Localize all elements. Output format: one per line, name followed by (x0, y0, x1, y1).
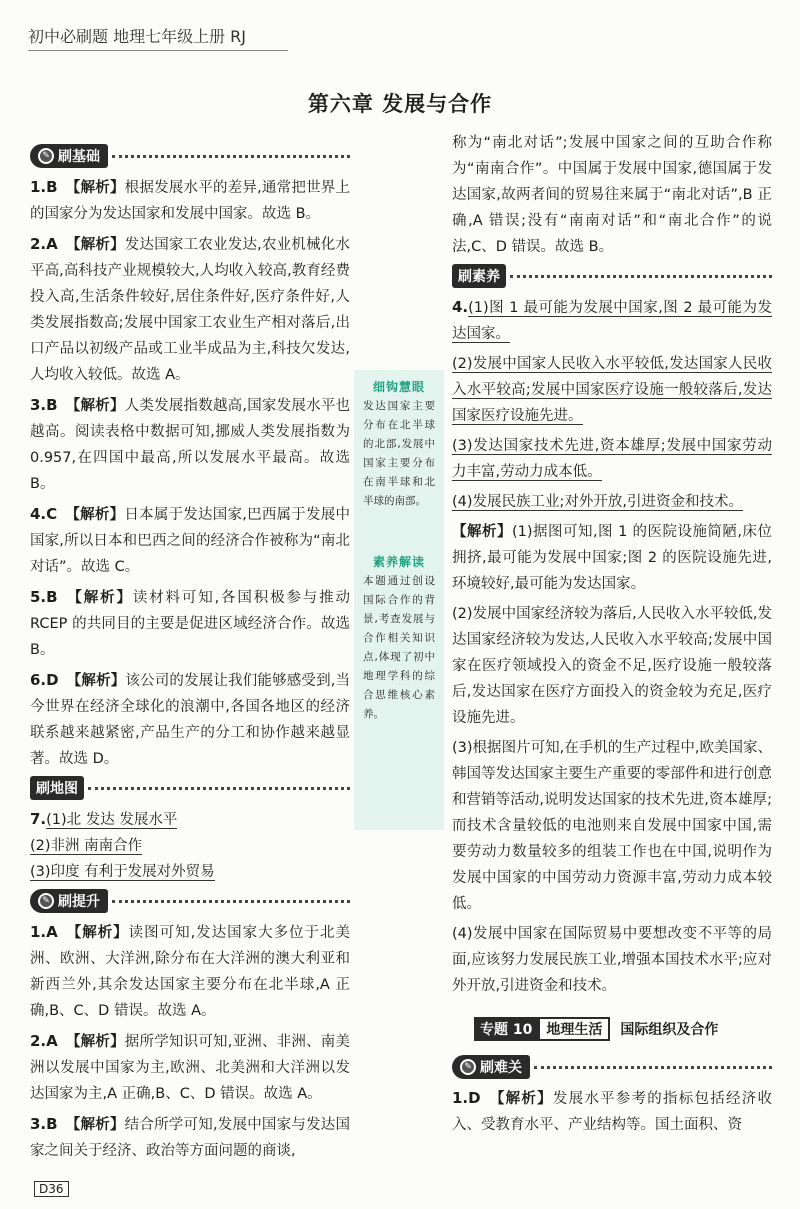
sidebar-title: 素养解读 (372, 555, 425, 569)
sidebar-text: 本题通过创设国际合作的背景,考查发展与合作相关知识点,体现了初中地理学科的综合思维核心素养。 (363, 575, 435, 720)
running-header: 初中必刷题 地理七年级上册 RJ (28, 24, 246, 47)
section-hard (452, 1055, 772, 1079)
answer-item: 3.B 【解析】人类发展指数越高,国家发展水平也越高。阅读表格中数据可知,挪威人类发展指数为 0.957,在四国中最高,所以发展水平最高。故选 B。 (30, 396, 350, 492)
dotted-rule (534, 1066, 772, 1069)
left-column (30, 140, 350, 1168)
answer-item: 1.B 【解析】根据发展水平的差异,通常把世界上的国家分为发达国家和发展中国家。故选 B。 (30, 178, 350, 222)
answer-line: (3)发达国家技术先进,资本雄厚;发展中国家劳动力丰富,劳动力成本低。 (452, 438, 772, 480)
page-number: D36 (34, 1181, 69, 1197)
analysis-line: (4)发展中国家在国际贸易中要想改变不平等的局面,应该努力发展民族工业,增强本国技术水平;应对外开放,引进资金和技术。 (452, 926, 772, 994)
answer-item: 2.A 【解析】据所学知识可知,亚洲、非洲、南美洲以发展中国家为主,欧洲、北美洲和大洋洲以发达国家为主,A 正确,B、C、D 错误。故选 A。 (30, 1032, 351, 1102)
right-column (452, 130, 772, 1142)
brush-icon: ✎ (38, 893, 54, 909)
sidebar-notes (354, 370, 444, 830)
answer-item: 4.(1)图 1 最可能为发展中国家,图 2 最可能为发达国家。 (452, 298, 772, 342)
dotted-rule (510, 275, 772, 278)
answer-item: 4.C 【解析】日本属于发达国家,巴西属于发展中国家,所以日本和巴西之间的经济合作被称为“南北对话”。故选 C。 (30, 505, 351, 575)
section-badge: ✎ 刷基础 (30, 144, 108, 168)
dotted-rule (112, 900, 350, 903)
analysis-line: 【解析】(1)据图可知,图 1 的医院设施简陋,床位拥挤,最可能为发展中国家;图 2 的医院设施先进,环境较好,最可能为发达国家。 (452, 524, 773, 592)
answer-item: 3.B 【解析】结合所学可知,发展中国家与发达国家之间关于经济、政治等方面问题的商谈, (30, 1115, 350, 1159)
dotted-rule (112, 155, 350, 158)
sidebar-text: 发达国家主要分布在北半球的北部,发展中国家主要分布在南半球和北半球的南部。 (363, 400, 435, 507)
section-map (30, 776, 350, 800)
section-badge: ✎ 刷难关 (452, 1055, 530, 1079)
analysis-line: (2)发展中国家经济较为落后,人民收入水平较低,发达国家经济较为发达,人民收入水平较高;发展中国家在医疗领域投入的资金不足,医疗设施一般较落后,发达国家在医疗方面投入的资金较为充足,医疗设施先进。 (452, 606, 772, 726)
section-literacy (452, 264, 772, 288)
brush-icon: ✎ (460, 1059, 476, 1075)
section-basic (30, 144, 350, 168)
answer-item: 7.(1)北 发达 发展水平 (2)非洲 南南合作 (3)印度 有利于发展对外贸易 (30, 810, 215, 880)
answer-item: 1.A 【解析】读图可知,发达国家大多位于北美洲、欧洲、大洋洲,除分布在大洋洲的澳大利亚和新西兰外,其余发达国家主要分布在北半球,A 正确,B、C、D 错误。故选 A。 (30, 923, 350, 1019)
answer-item: 2.A 【解析】发达国家工农业发达,农业机械化水平高,高科技产业规模较大,人均收入较高,教育经费投入高,生活条件较好,居住条件好,医疗条件好,人类发展指数高;发展中国家工农业生产相对落后,出口产品以初级产品或工业半成品为主,科技欠发达,人均收入较低。故选 A。 (30, 235, 351, 383)
dotted-rule (88, 787, 350, 790)
sidebar-title: 细钩慧眼 (372, 380, 425, 394)
section-badge: 刷地图 (30, 776, 84, 800)
analysis-line: (3)根据图片可知,在手机的生产过程中,欧美国家、韩国等发达国家主要生产重要的零部件和进行创意和营销等活动,说明发达国家的技术先进,资本雄厚;而技术含量较低的电池则来自发展中国家中国,需要劳动力数量较多的组装工作也在中国,说明作为发展中国家的中国劳动力资源丰富,劳动力成本较低。 (452, 740, 772, 912)
answer-item: 1.D 【解析】发展水平参考的指标包括经济收入、受教育水平、产业结构等。国土面积、资 (452, 1089, 773, 1133)
answer-item: 5.B 【解析】读材料可知,各国积极参与推动 RCEP 的共同目的主要是促进区域经济合作。故选 B。 (30, 588, 351, 658)
section-improve (30, 889, 350, 913)
header-rule (28, 50, 288, 51)
answer-continuation: 称为“南北对话”;发展中国家之间的互助合作称为“南南合作”。中国属于发展中国家,德国属于发达国家,故两者间的贸易往来属于“南北对话”,B 正确,A 错误;没有“南南对话”和“南北合作”的说法,C、D 错误。故选 B。 (452, 135, 772, 255)
answer-line: (4)发展民族工业;对外开放,引进资金和技术。 (452, 494, 744, 510)
section-badge: ✎ 刷提升 (30, 889, 108, 913)
chapter-title: 第六章 发展与合作 (307, 92, 493, 116)
brush-icon: ✎ (38, 148, 54, 164)
answer-item: 6.D 【解析】该公司的发展让我们能够感受到,当今世界在经济全球化的浪潮中,各国各地区的经济联系越来越紧密,产品生产的分工和协作越来越显著。故选 D。 (30, 671, 351, 767)
answer-line: (2)发展中国家人民收入水平较低,发达国家人民收入水平较高;发展中国家医疗设施一般较落后,发达国家医疗设施先进。 (452, 356, 772, 424)
section-badge: 刷素养 (452, 264, 506, 288)
topic-banner: 专题 10 地理生活 国际组织及合作 (474, 1017, 772, 1041)
